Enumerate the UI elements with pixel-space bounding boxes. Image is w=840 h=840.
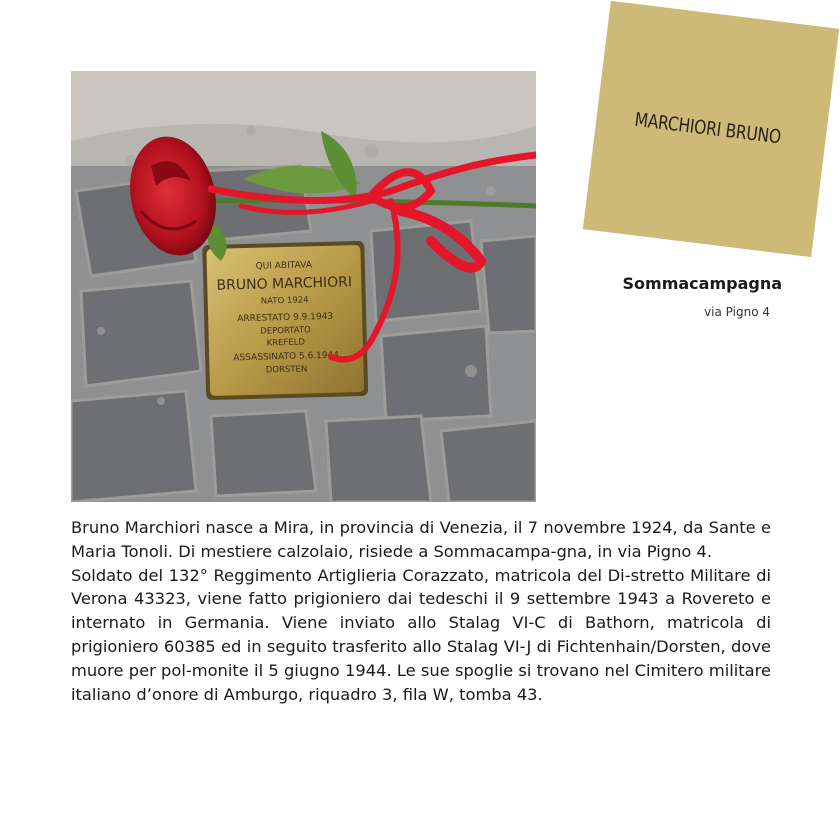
biography-paragraph-2: Soldato del 132° Reggimento Artiglieria Corazzato, matricola del Di-stretto Militare di Verona 43323, viene fatto prigioniero dai tedeschi il 9 settembre 1943 a Rovereto e internato in Germania. Viene inviato allo Stalag VI-C di Bathorn, matricola di prigioniero 60385 ed in seguito trasferito allo Stalag VI-J di Fichtenhain/Dorsten, dove muore per pol-monite il 5 giugno 1944. Le sue spoglie si trovano nel Cimitero militare italiano d’onore di Amburgo, riquadro 3, fila W, tomba 43. [71,565,771,704]
biography [71,516,771,706]
stolperstein-photo [71,71,536,502]
stone-line-5: DEPORTATO [260,325,311,337]
stone-line-1: QUI ABITAVA [255,260,313,272]
stone-line-6: KREFELD [266,337,306,349]
stone-line-3: NATO 1924 [260,295,309,307]
stone-line-2: BRUNO MARCHIORI [216,274,353,294]
biography-paragraph-1: Bruno Marchiori nasce a Mira, in provincia di Venezia, il 7 novembre 1924, da Sante e Maria Tonoli. Di mestiere calzolaio, risiede a Sommacampa-gna, in via Pigno 4. [71,518,771,561]
place-title: Sommacampagna [622,274,782,293]
stone-line-8: DORSTEN [265,364,308,376]
stone-line-4: ARRESTATO 9.9.1943 [237,311,334,325]
name-card [583,1,839,257]
stone-line-7: ASSASSINATO 5.6.1944 [233,350,340,364]
victim-name: MARCHIORI BRUNO [633,108,783,149]
place-address: via Pigno 4 [704,305,770,319]
